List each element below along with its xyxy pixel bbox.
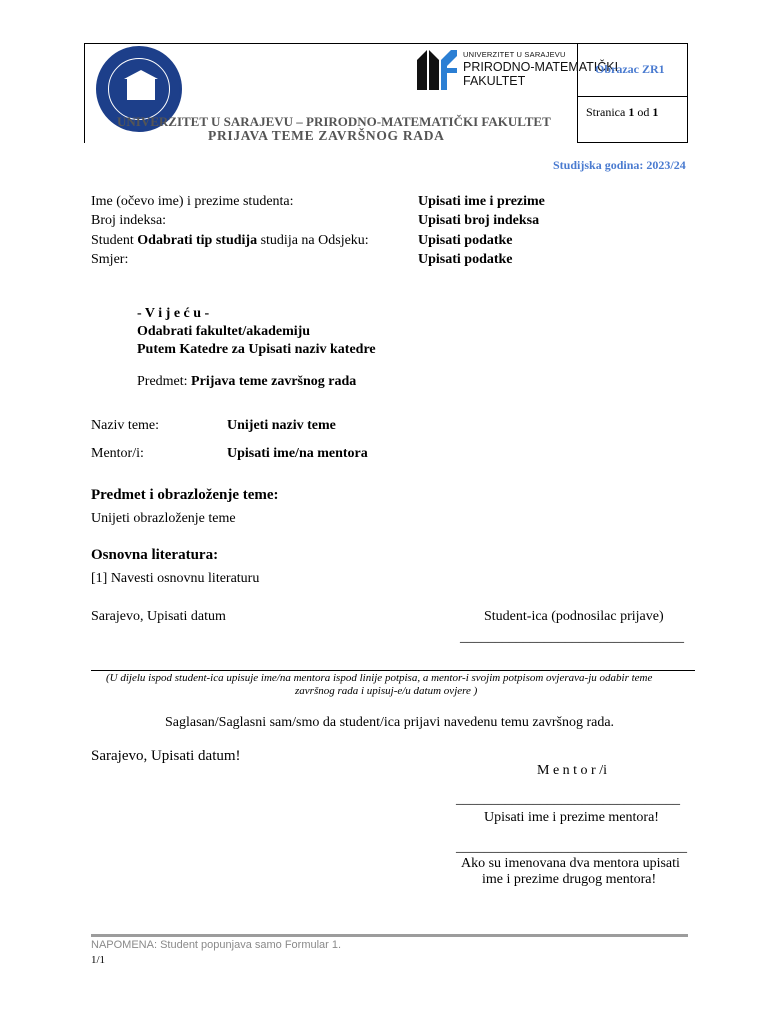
page-indicator bbox=[586, 105, 658, 120]
header-divider bbox=[577, 43, 578, 143]
topic-title-label: Naziv teme: bbox=[91, 418, 160, 433]
mentor-note-line1: (U dijelu ispod student-ica upisuje ime/na mentora ispod linije potpisa, a mentor-i svojim potpisom ovjerava-ju odabir teme bbox=[106, 672, 653, 684]
study-label-post: studija na Odsjeku: bbox=[257, 233, 369, 248]
mentor-signature-line: ________________________________ bbox=[456, 792, 680, 807]
study-value[interactable]: Upisati podatke bbox=[418, 233, 513, 248]
pmf-logo-line2: PRIRODNO-MATEMATIČKI bbox=[463, 60, 619, 74]
track-label: Smjer: bbox=[91, 252, 129, 267]
topic-title-value[interactable]: Unijeti naziv teme bbox=[227, 418, 336, 433]
academic-year: Studijska godina: 2023/24 bbox=[553, 158, 686, 172]
student-index-label: Broj indeksa: bbox=[91, 213, 167, 228]
mentor-note-line2: završnog rada i upisuj-e/u datum ovjere ) bbox=[295, 685, 478, 697]
faculty-select[interactable]: Odabrati fakultet/akademiju bbox=[137, 324, 311, 339]
university-line: UNIVERZITET U SARAJEVU – PRIRODNO-MATEMATIČKI FAKULTET bbox=[117, 114, 551, 129]
student-signature-line: ________________________________ bbox=[460, 630, 684, 645]
student-name-label: Ime (očevo ime) i prezime studenta: bbox=[91, 194, 294, 209]
council-heading: - V i j e ć u - bbox=[137, 306, 210, 321]
pmf-logo-line1: UNIVERZITET U SARAJEVU bbox=[463, 50, 566, 59]
study-type-select[interactable]: Odabrati tip studija bbox=[137, 233, 258, 248]
header-left-border bbox=[84, 43, 85, 143]
department-line[interactable]: Putem Katedre za Upisati naziv katedre bbox=[137, 342, 376, 357]
page-current: 1 bbox=[628, 105, 635, 119]
header-top-border bbox=[84, 43, 688, 44]
footer-page: 1/1 bbox=[91, 954, 106, 966]
mentor-label: Mentor/i: bbox=[91, 446, 144, 461]
rationale-heading: Predmet i obrazloženje teme: bbox=[91, 487, 279, 503]
page-prefix: Stranica bbox=[586, 105, 629, 119]
mentor-value[interactable]: Upisati ime/na mentora bbox=[227, 446, 368, 461]
page-total: 1 bbox=[652, 105, 659, 119]
mentor2-note-line2[interactable]: ime i prezime drugog mentora! bbox=[482, 872, 657, 887]
mentor-title: M e n t o r /i bbox=[537, 763, 607, 778]
rationale-value[interactable]: Unijeti obrazloženje teme bbox=[91, 511, 236, 526]
track-value[interactable]: Upisati podatke bbox=[418, 252, 513, 267]
consent-text: Saglasan/Saglasni sam/smo da student/ica prijavi navedenu temu završnog rada. bbox=[165, 715, 615, 730]
mentor2-signature-line: _________________________________ bbox=[456, 840, 687, 855]
section-separator bbox=[91, 670, 695, 671]
study-type-label bbox=[91, 233, 369, 249]
pmf-logo-line3: FAKULTET bbox=[463, 74, 526, 88]
mentor-name-value[interactable]: Upisati ime i prezime mentora! bbox=[484, 810, 659, 825]
header-cell-divider bbox=[577, 96, 688, 97]
submission-place-date[interactable]: Sarajevo, Upisati datum bbox=[91, 609, 226, 624]
literature-item[interactable]: [1] Navesti osnovnu literaturu bbox=[91, 571, 260, 586]
form-title: PRIJAVA TEME ZAVRŠNOG RADA bbox=[208, 128, 445, 143]
student-signature-label: Student-ica (podnosilac prijave) bbox=[484, 609, 664, 624]
study-label-pre: Student bbox=[91, 233, 138, 248]
footer-note: NAPOMENA: Student popunjava samo Formular 1. bbox=[91, 939, 342, 951]
header-cell-bottom bbox=[577, 142, 688, 143]
subject-line bbox=[137, 374, 356, 390]
student-index-value[interactable]: Upisati broj indeksa bbox=[418, 213, 540, 228]
form-code: Obrazac ZR1 bbox=[595, 62, 665, 76]
mentor2-note-line1[interactable]: Ako su imenovana dva mentora upisati bbox=[461, 856, 680, 871]
subject-value: Prijava teme završnog rada bbox=[191, 374, 357, 389]
page-of: od bbox=[634, 105, 653, 119]
seal-building bbox=[127, 78, 155, 100]
mentor-place-date[interactable]: Sarajevo, Upisati datum! bbox=[91, 748, 241, 764]
subject-label: Predmet: bbox=[137, 374, 192, 389]
student-name-value[interactable]: Upisati ime i prezime bbox=[418, 194, 545, 209]
pmf-logo-icon bbox=[415, 46, 459, 92]
footer-bar bbox=[91, 934, 688, 937]
header-right-border bbox=[687, 43, 688, 143]
literature-heading: Osnovna literatura: bbox=[91, 547, 219, 563]
